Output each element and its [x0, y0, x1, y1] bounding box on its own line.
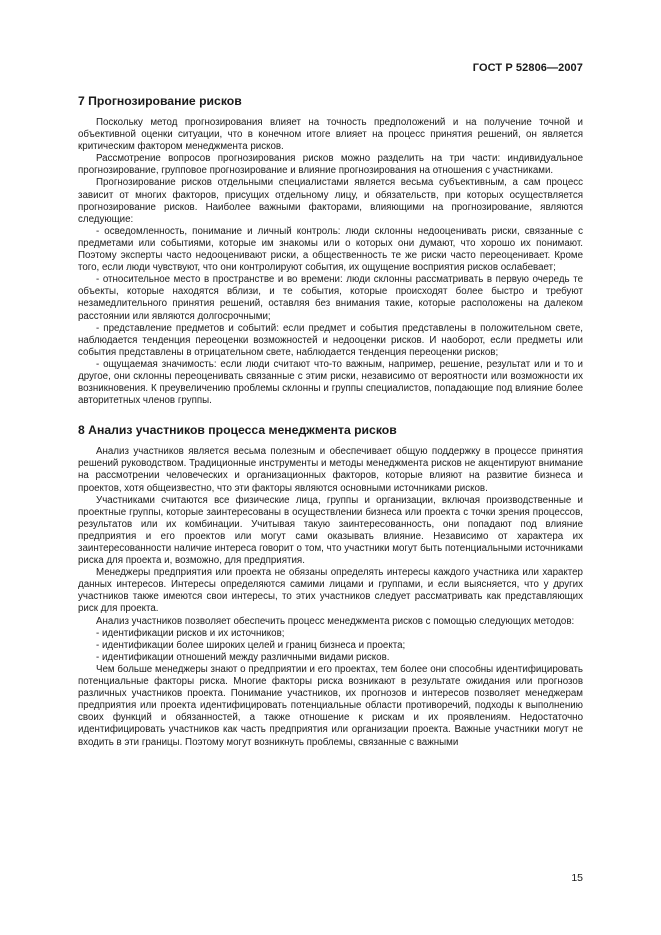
paragraph: Анализ участников позволяет обеспечить процесс менеджмента рисков с помощью следующих методов: [96, 615, 575, 627]
list-item: - идентификации более широких целей и границ бизнеса и проекта; [96, 639, 406, 651]
paragraph: Прогнозирование рисков отдельными специалистами является весьма субъективным, а сам процесс зависит от многих факторов, присущих отдельному лицу, и обязательств, при которых осуществляется прогнозирование рисков. Наиболее важными факторами, влияющими на прогнозирование, являются следующие: [78, 177, 583, 225]
page-content [78, 93, 583, 749]
list-item: - ощущаемая значимость: если люди считают что-то важным, например, решение, результат или и то и другое, они склонны переоценивать связанные с этим риски, независимо от вероятности или возможности их возникновения. К преувеличению проблемы склонны и группы специалистов, попадающие под влияние более авторитетных членов группы. [78, 358, 583, 407]
section-7-title: 7 Прогнозирование рисков [78, 94, 242, 108]
page-number: 15 [571, 872, 583, 884]
paragraph: Поскольку метод прогнозирования влияет на точность предположений и на получение точной и объективной оценки ситуации, что в конечном итоге влияет на процесс принятия решений, он является критическим фактором менеджмента рисков. [78, 117, 583, 153]
section-8-title: 8 Анализ участников процесса менеджмента рисков [78, 423, 397, 438]
paragraph: Рассмотрение вопросов прогнозирования рисков можно разделить на три части: индивидуальное прогнозирование, групповое прогнозирование и влияние прогнозирования на отношения с участниками. [78, 153, 583, 177]
list-item: - относительное место в пространстве и во времени: люди склонны рассматривать в первую очередь те объекты, которые находятся вблизи, и те события, которые происходят более быстро и требуют незамедлительного принятия решений, оставляя без внимания такие, которые расположены на далеком расстоянии или являются долгосрочными; [78, 274, 583, 322]
paragraph: Участниками считаются все физические лица, группы и организации, включая производственные и проектные группы, которые заинтересованы в осуществлении бизнеса или проекта с точки зрения процессов, результатов или их комбинации. Учитывая такую заинтересованность, они попадают под влияние предприятия и его проектов или могут сами оказывать влияние. Независимо от характера их заинтересованности наличие интереса говорит о том, что участники могут быть потенциальными источниками риска для проекта и, возможно, для предприятия. [78, 494, 583, 567]
list-item: - осведомленность, понимание и личный контроль: люди склонны недооценивать риски, связанные с предметами или событиями, которые им знакомы или о которых они думают, что хорошо их понимают. Поэтому эксперты часто недооценивают риски, а общественность те же риски часто переоценивает. Кроме того, если люди чувствуют, что они контролируют события, их ощущение восприятия рисков ослабевает; [78, 225, 583, 274]
paragraph: Чем больше менеджеры знают о предприятии и его проектах, тем более они способны идентифицировать потенциальные факторы риска. Многие факторы риска возникают в результате ожидания или прогнозов различных участников проекта. Понимание участников, их прогнозов и интересов позволяет менеджерам предприятия или проекта идентифицировать потенциальные области противоречий, подходы к выполнению своих функций и обязанностей, а также отношение к рискам и их проявлениям. Недостаточно идентифицировать участников как часть предприятия или организации проекта. Важные участники могут не входить в эти границы. Поэтому могут возникнуть проблемы, связанные с важными [78, 663, 583, 748]
paragraph: Анализ участников является весьма полезным и обеспечивает общую поддержку в процессе принятия решений руководством. Традиционные инструменты и методы менеджмента рисков не акцентируют внимание на рассмотрении человеческих и организационных факторов, которые влияют на развитие бизнеса и проектов, хотя общеизвестно, что эти факторы являются основными источниками рисков. [78, 446, 583, 494]
paragraph: Менеджеры предприятия или проекта не обязаны определять интересы каждого участника или характер данных интересов. Интересы определяются самими лицами и группами, и если выясняется, что у других участников также имеются свои интересы, то этих участников следует рассматривать как представляющих риск для проекта. [78, 567, 583, 615]
list-item: - представление предметов и событий: если предмет и события представлены в положительном свете, наблюдается тенденция переоценки возможностей и недооценки рисков. И наоборот, если предметы или события представлены в отрицательном свете, наблюдается тенденция переоценки рисков; [78, 322, 583, 358]
standard-designation: ГОСТ Р 52806—2007 [472, 62, 583, 74]
list-item: - идентификации рисков и их источников; [96, 627, 285, 639]
list-item: - идентификации отношений между различными видами рисков. [96, 651, 390, 663]
